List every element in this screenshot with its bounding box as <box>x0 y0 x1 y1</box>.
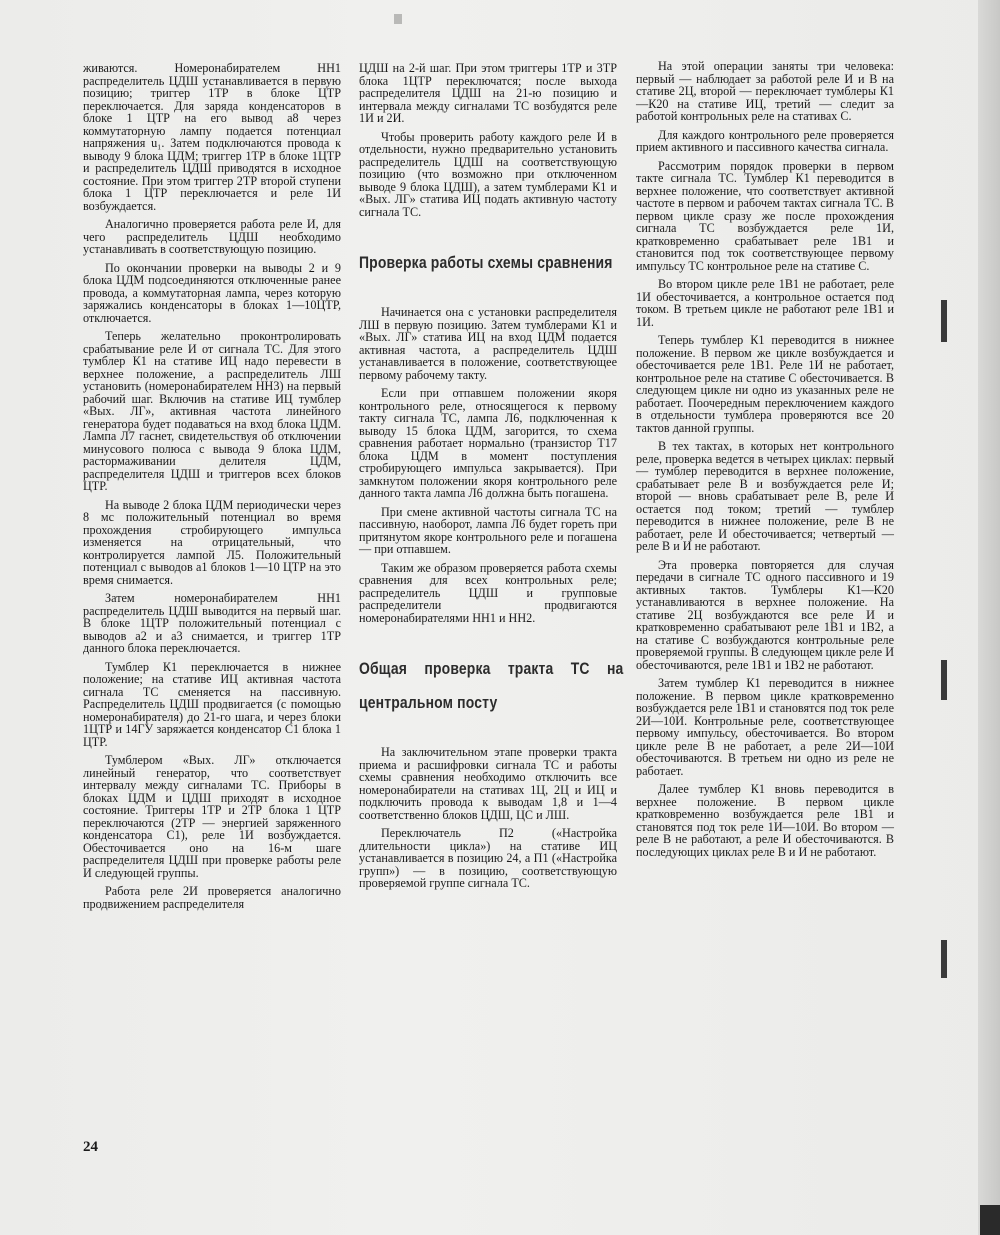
paragraph: Тумблер К1 переключается в нижнее положение; на стативе ИЦ активная частота сигнала ТС сменяется на пассивную. Распределитель ЦДШ продвигается (с помощью номеронабирателя) до 21-го шага, и через блоки 1ЦТР и 14ГУ заряжается конденсатор С1 блока 1 ЦТР. <box>83 659 341 749</box>
scan-corner <box>980 1205 1000 1235</box>
paragraph: При смене активной частоты сигнала ТС на пассивную, наоборот, лампа Л6 будет гореть при притянутом якоре контрольного реле и погашена — при отпавшем. <box>359 504 617 556</box>
paragraph: Далее тумблер К1 вновь переводится в верхнее положение. В первом цикле кратковременно возбуждается реле 1В1 и становятся под ток реле 1И—10И. Во втором — реле В не работают, а реле И обесточиваются. В последующих циклах реле В и И не работают. <box>636 782 894 859</box>
paragraph: На этой операции заняты три человека: первый — наблюдает за работой реле И и В на стативе 2Ц, второй — переключает тумблеры К1—К20 на стативе ИЦ, третий — следит за работой контрольных реле на стативах С. <box>636 59 894 123</box>
text-column-left <box>83 62 341 916</box>
scan-mark <box>394 14 402 24</box>
paragraph: Рассмотрим порядок проверки в первом такте сигнала ТС. Тумблер К1 переводится в верхнее положение, что соответствует активной частоте в первом и рабочем тактах сигнала ТС. В первом цикле сразу же после прохождения сигнала ТС возбуждается реле 1И, кратковременно срабатывает реле 1В1 и становится под ток соответствующее первому импульсу ТС контрольное реле на стативе С. <box>636 158 894 273</box>
paragraph: По окончании проверки на выводы 2 и 9 блока ЦДМ подсоединяются отключенные ранее провода, а коммутаторная лампа, через которую заряжались конденсаторы в блоках 1—10ЦТР, отключается. <box>83 260 341 325</box>
paragraph: Чтобы проверить работу каждого реле И в отдельности, нужно предварительно установить распределитель ЦДШ на соответствующую позицию (что возможно при отключенном выводе 9 блока ЦДШ), а затем тумблерами К1 и «Вых. ЛГ» статива ИЦ подать активную частоту сигнала ТС. <box>359 129 617 219</box>
text-column-right <box>636 60 894 864</box>
paragraph: Теперь тумблер К1 переводится в нижнее положение. В первом же цикле возбуждается и обесточивается реле 1В1. Реле 1И не работает, контрольное реле на стативе С обесточивается. В следующем цикле ни одно из указанных реле не работает. Поочередным переключением каждого в отдельности тумблера проверяются все 20 тактов данной группы. <box>636 333 894 435</box>
paragraph: Работа реле 2И проверяется аналогично продвижением распределителя <box>83 884 341 911</box>
section-heading: Общая проверка тракта ТС на центральном посту <box>359 659 624 712</box>
edge-mark <box>941 660 947 700</box>
paragraph: Таким же образом проверяется работа схемы сравнения для всех контрольных реле; распределитель ЦДШ и групповые распределители продвигаются номеронабирателями НН1 и НН2. <box>359 560 617 625</box>
paragraph: Для каждого контрольного реле проверяется прием активного и пассивного качества сигнала. <box>636 127 894 154</box>
edge-mark <box>941 300 947 342</box>
section-heading: Проверка работы схемы сравнения <box>359 253 613 272</box>
paragraph: Затем номеронабирателем НН1 распределитель ЦДШ выводится на первый шаг. В блоке 1ЦТР положительный потенциал с выводов а2 и а3 снимается, и триггер 1ТР данного блока переключается. <box>83 591 341 655</box>
paragraph: Теперь желательно проконтролировать срабатывание реле И от сигнала ТС. Для этого тумблер К1 на стативе ИЦ надо перевести в верхнее положение, а распределитель ЛШ установить (номеронабирателем НН3) на первый рабочий шаг. Включив на стативе ИЦ тумблер «Вых. ЛГ», активная частота линейного генератора будет подаваться на вход блока ЦДМ. Лампа Л7 гаснет, свидетельствуя об отключении минусового полюса с вывода 9 блока ЦДМ, растормаживании делителя ЦДМ, распределителя ЦДШ и триггеров всех блоков ЦТР. <box>83 329 341 493</box>
paragraph: На заключительном этапе проверки тракта приема и расшифровки сигнала ТС и работы схемы сравнения необходимо отключить все номеронабиратели на стативах 1Ц, 2Ц и ИЦ и подключить провода к выводам 1,8 и 1—4 соответственно блоков ЦДШ, ЦС и ЛШ. <box>359 745 617 822</box>
page-edge-shadow <box>978 0 1000 1235</box>
paragraph: живаются. Номеронабирателем НН1 распределитель ЦДШ устанавливается в первую позицию; триггер 1ТР в блоке ЦТР переключается. Для заряда конденсаторов в блоке 1 ЦТР на его вывод а8 через коммутаторную лампу подается потенциал напряжения u₁. Затем подключаются провода к выводу 9 блока ЦДМ; триггер 1ТР в блоке 1ЦТР и распределитель ЦДШ приводятся в исходное состояние. При этом триггер 2ТР второй ступени блока 1 ЦТР переключается и реле 1И возбуждается. <box>83 61 341 213</box>
paragraph: Эта проверка повторяется для случая передачи в сигнале ТС одного пассивного и 19 активных тактов. Тумблеры К1—К20 устанавливаются в верхнее положение. На стативе 2Ц возбуждаются все реле И и кратковременно срабатывают реле 1В1 и 1В2, а на стативе С возбуждаются контрольные реле проверяемой группы. В следующем цикле реле И обесточиваются, реле 1В1 и 1В2 не работают. <box>636 557 894 672</box>
edge-mark <box>941 940 947 978</box>
paragraph: ЦДШ на 2-й шаг. При этом триггеры 1ТР и 3ТР блока 1ЦТР переключатся; после выхода распределителя ЦДШ на 21-ю позицию и интервала между сигналами ТС возбудятся реле 1И и 2И. <box>359 61 617 125</box>
text-column-middle <box>359 61 624 896</box>
paragraph: На выводе 2 блока ЦДМ периодически через 8 мс положительный потенциал во время прохождения стробирующего импульса изменяется на отрицательный, что контролируется лампой Л5. Положительный потенциал с выводов а1 блоков 1—10 ЦТР на это время снимается. <box>83 497 341 587</box>
paragraph: Переключатель П2 («Настройка длительности цикла») на стативе ИЦ устанавливается в позицию 24, а П1 («Настройка групп») — в позицию, соответствующую проверяемой группе сигнала ТС. <box>359 826 617 890</box>
paragraph: Тумблером «Вых. ЛГ» отключается линейный генератор, что соответствует интервалу между сигналами ТС. Приборы в блоках ЦДМ и ЦДШ приходят в исходное состояние. Триггеры 1ТР и 2ТР блока 1 ЦТР переключаются (2ТР — энергией заряженного конденсатора С1), реле 1И возбуждается. Обесточивается оно на 16-м шаге распределителя ЦДШ при проверке работы реле И следующей группы. <box>83 753 341 880</box>
paragraph: Аналогично проверяется работа реле И, для чего распределитель ЦДШ необходимо устанавливать в соответствующую позицию. <box>83 217 341 256</box>
paragraph: Если при отпавшем положении якоря контрольного реле, относящегося к первому такту сигнала ТС, лампа Л6, подключенная к выводу 15 блока ЦДМ, загорится, то схема сравнения работает нормально (транзистор Т17 блока ЦДМ в момент поступления стробирующего импульса закрывается). При замкнутом положении якоря контрольного реле данного такта лампа Л6 должна быть погашена. <box>359 386 617 500</box>
paragraph: Начинается она с установки распределителя ЛШ в первую позицию. Затем тумблерами К1 и «Вых. ЛГ» статива ИЦ на вход ЦДМ подается активная частота, а распределитель ЦДШ устанавливается в положение, соответствующее первому рабочему такту. <box>359 305 617 382</box>
page-number: 24 <box>83 1139 98 1155</box>
paragraph: Затем тумблер К1 переводится в нижнее положение. В первом цикле кратковременно возбуждается реле 1В1 и становятся под ток реле 2И—10И. Контрольные реле, соответствующее первому импульсу, обесточивается. Во втором цикле реле В не работает, а реле 2И—10И обесточиваются. В третьем ни одно из реле не работает. <box>636 676 894 778</box>
paragraph: В тех тактах, в которых нет контрольного реле, проверка ведется в четырех циклах: первый — тумблер переводится в верхнее положение, срабатывает реле В и возбуждается реле И; второй — вновь срабатывает реле В, реле И остается под током; третий — тумблер переводится в нижнее положение, реле В не работает, реле И обесточивается; четвертый — реле В и И не работают. <box>636 439 894 553</box>
paragraph: Во втором цикле реле 1В1 не работает, реле 1И обесточивается, а контрольное остается под током. В третьем цикле не работают реле 1В1 и 1И. <box>636 277 894 329</box>
